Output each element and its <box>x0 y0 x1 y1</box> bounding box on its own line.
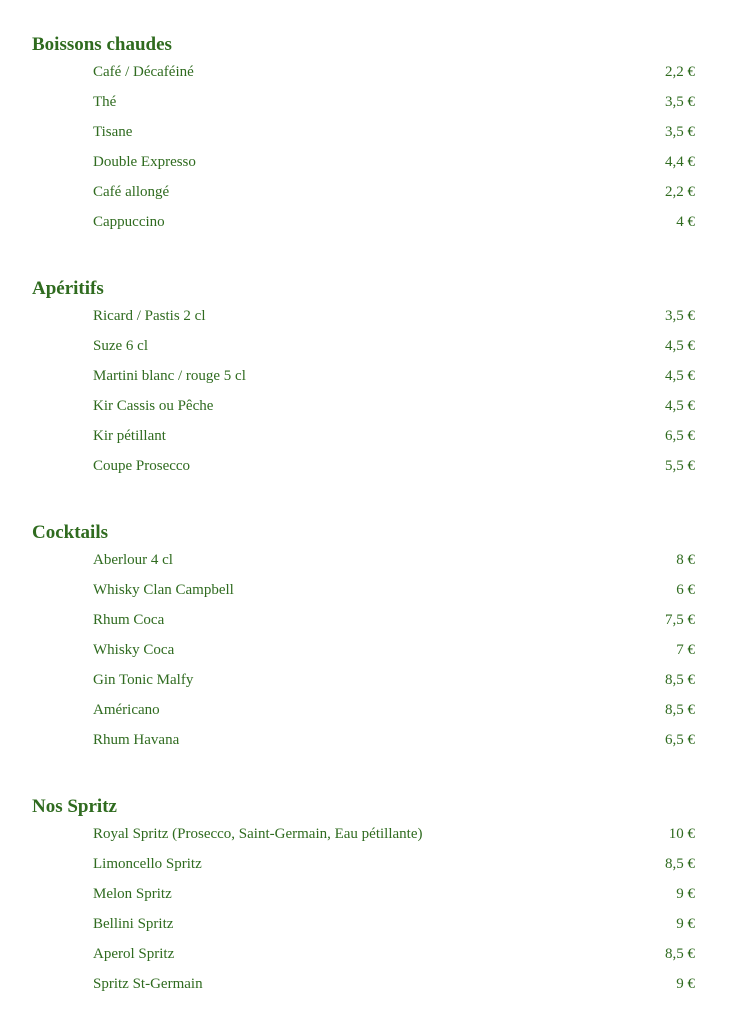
menu-item <box>93 182 695 202</box>
menu-item <box>93 426 695 446</box>
menu-item <box>93 92 695 112</box>
section-title: Nos Spritz <box>32 796 117 817</box>
item-name: Double Expresso <box>93 154 196 170</box>
item-price: 9 € <box>676 886 695 902</box>
menu-item <box>93 366 695 386</box>
item-price: 2,2 € <box>665 184 695 200</box>
item-price: 4 € <box>676 214 695 230</box>
item-name: Rhum Coca <box>93 612 165 628</box>
item-name: Thé <box>93 94 117 110</box>
item-name: Melon Spritz <box>93 886 172 902</box>
item-price: 6,5 € <box>665 732 695 748</box>
item-name: Suze 6 cl <box>93 338 148 354</box>
item-name: Ricard / Pastis 2 cl <box>93 308 206 324</box>
menu-item <box>93 700 695 720</box>
item-price: 7 € <box>676 642 695 658</box>
item-price: 4,5 € <box>665 398 695 414</box>
item-price: 4,5 € <box>665 338 695 354</box>
item-name: Cappuccino <box>93 214 165 230</box>
menu-item <box>93 336 695 356</box>
item-price: 8 € <box>676 552 695 568</box>
item-name: Limoncello Spritz <box>93 856 202 872</box>
item-name: Whisky Clan Campbell <box>93 582 234 598</box>
item-price: 3,5 € <box>665 94 695 110</box>
item-name: Gin Tonic Malfy <box>93 672 194 688</box>
menu-item <box>93 640 695 660</box>
item-name: Coupe Prosecco <box>93 458 191 474</box>
item-price: 8,5 € <box>665 672 695 688</box>
menu-item <box>93 580 695 600</box>
item-price: 10 € <box>668 826 695 842</box>
item-name: Café allongé <box>93 184 170 200</box>
item-price: 8,5 € <box>665 702 695 718</box>
menu-item <box>93 456 695 476</box>
menu-item <box>93 62 695 82</box>
menu-item <box>93 670 695 690</box>
item-price: 4,5 € <box>665 368 695 384</box>
section-title: Cocktails <box>32 522 108 543</box>
item-name: Café / Décaféiné <box>93 64 194 80</box>
item-name: Kir Cassis ou Pêche <box>93 398 214 414</box>
menu-item <box>93 122 695 142</box>
item-name: Bellini Spritz <box>93 916 174 932</box>
menu-item <box>93 884 695 904</box>
item-price: 6 € <box>676 582 695 598</box>
menu-item <box>93 974 695 994</box>
item-name: Rhum Havana <box>93 732 180 748</box>
item-price: 5,5 € <box>665 458 695 474</box>
item-price: 3,5 € <box>665 308 695 324</box>
menu-item <box>93 550 695 570</box>
menu-item <box>93 944 695 964</box>
section-title: Boissons chaudes <box>32 34 172 55</box>
item-name: Royal Spritz (Prosecco, Saint-Germain, Eau pétillante) <box>93 826 423 842</box>
item-name: Spritz St-Germain <box>93 976 203 992</box>
item-name: Américano <box>93 702 160 718</box>
item-price: 9 € <box>676 916 695 932</box>
menu-item <box>93 730 695 750</box>
section-title: Apéritifs <box>32 278 104 299</box>
item-price: 8,5 € <box>665 856 695 872</box>
item-price: 2,2 € <box>665 64 695 80</box>
menu-item <box>93 854 695 874</box>
menu-item <box>93 824 695 844</box>
item-name: Tisane <box>93 124 133 140</box>
item-name: Kir pétillant <box>93 428 166 444</box>
menu-item <box>93 914 695 934</box>
item-price: 9 € <box>676 976 695 992</box>
item-name: Aperol Spritz <box>93 946 175 962</box>
menu-item <box>93 212 695 232</box>
item-price: 8,5 € <box>665 946 695 962</box>
menu-item <box>93 396 695 416</box>
item-price: 3,5 € <box>665 124 695 140</box>
item-price: 7,5 € <box>665 612 695 628</box>
menu-item <box>93 610 695 630</box>
item-name: Aberlour 4 cl <box>93 552 173 568</box>
item-name: Martini blanc / rouge 5 cl <box>93 368 246 384</box>
item-name: Whisky Coca <box>93 642 175 658</box>
item-price: 6,5 € <box>665 428 695 444</box>
item-price: 4,4 € <box>665 154 695 170</box>
menu-item <box>93 152 695 172</box>
menu-item <box>93 306 695 326</box>
